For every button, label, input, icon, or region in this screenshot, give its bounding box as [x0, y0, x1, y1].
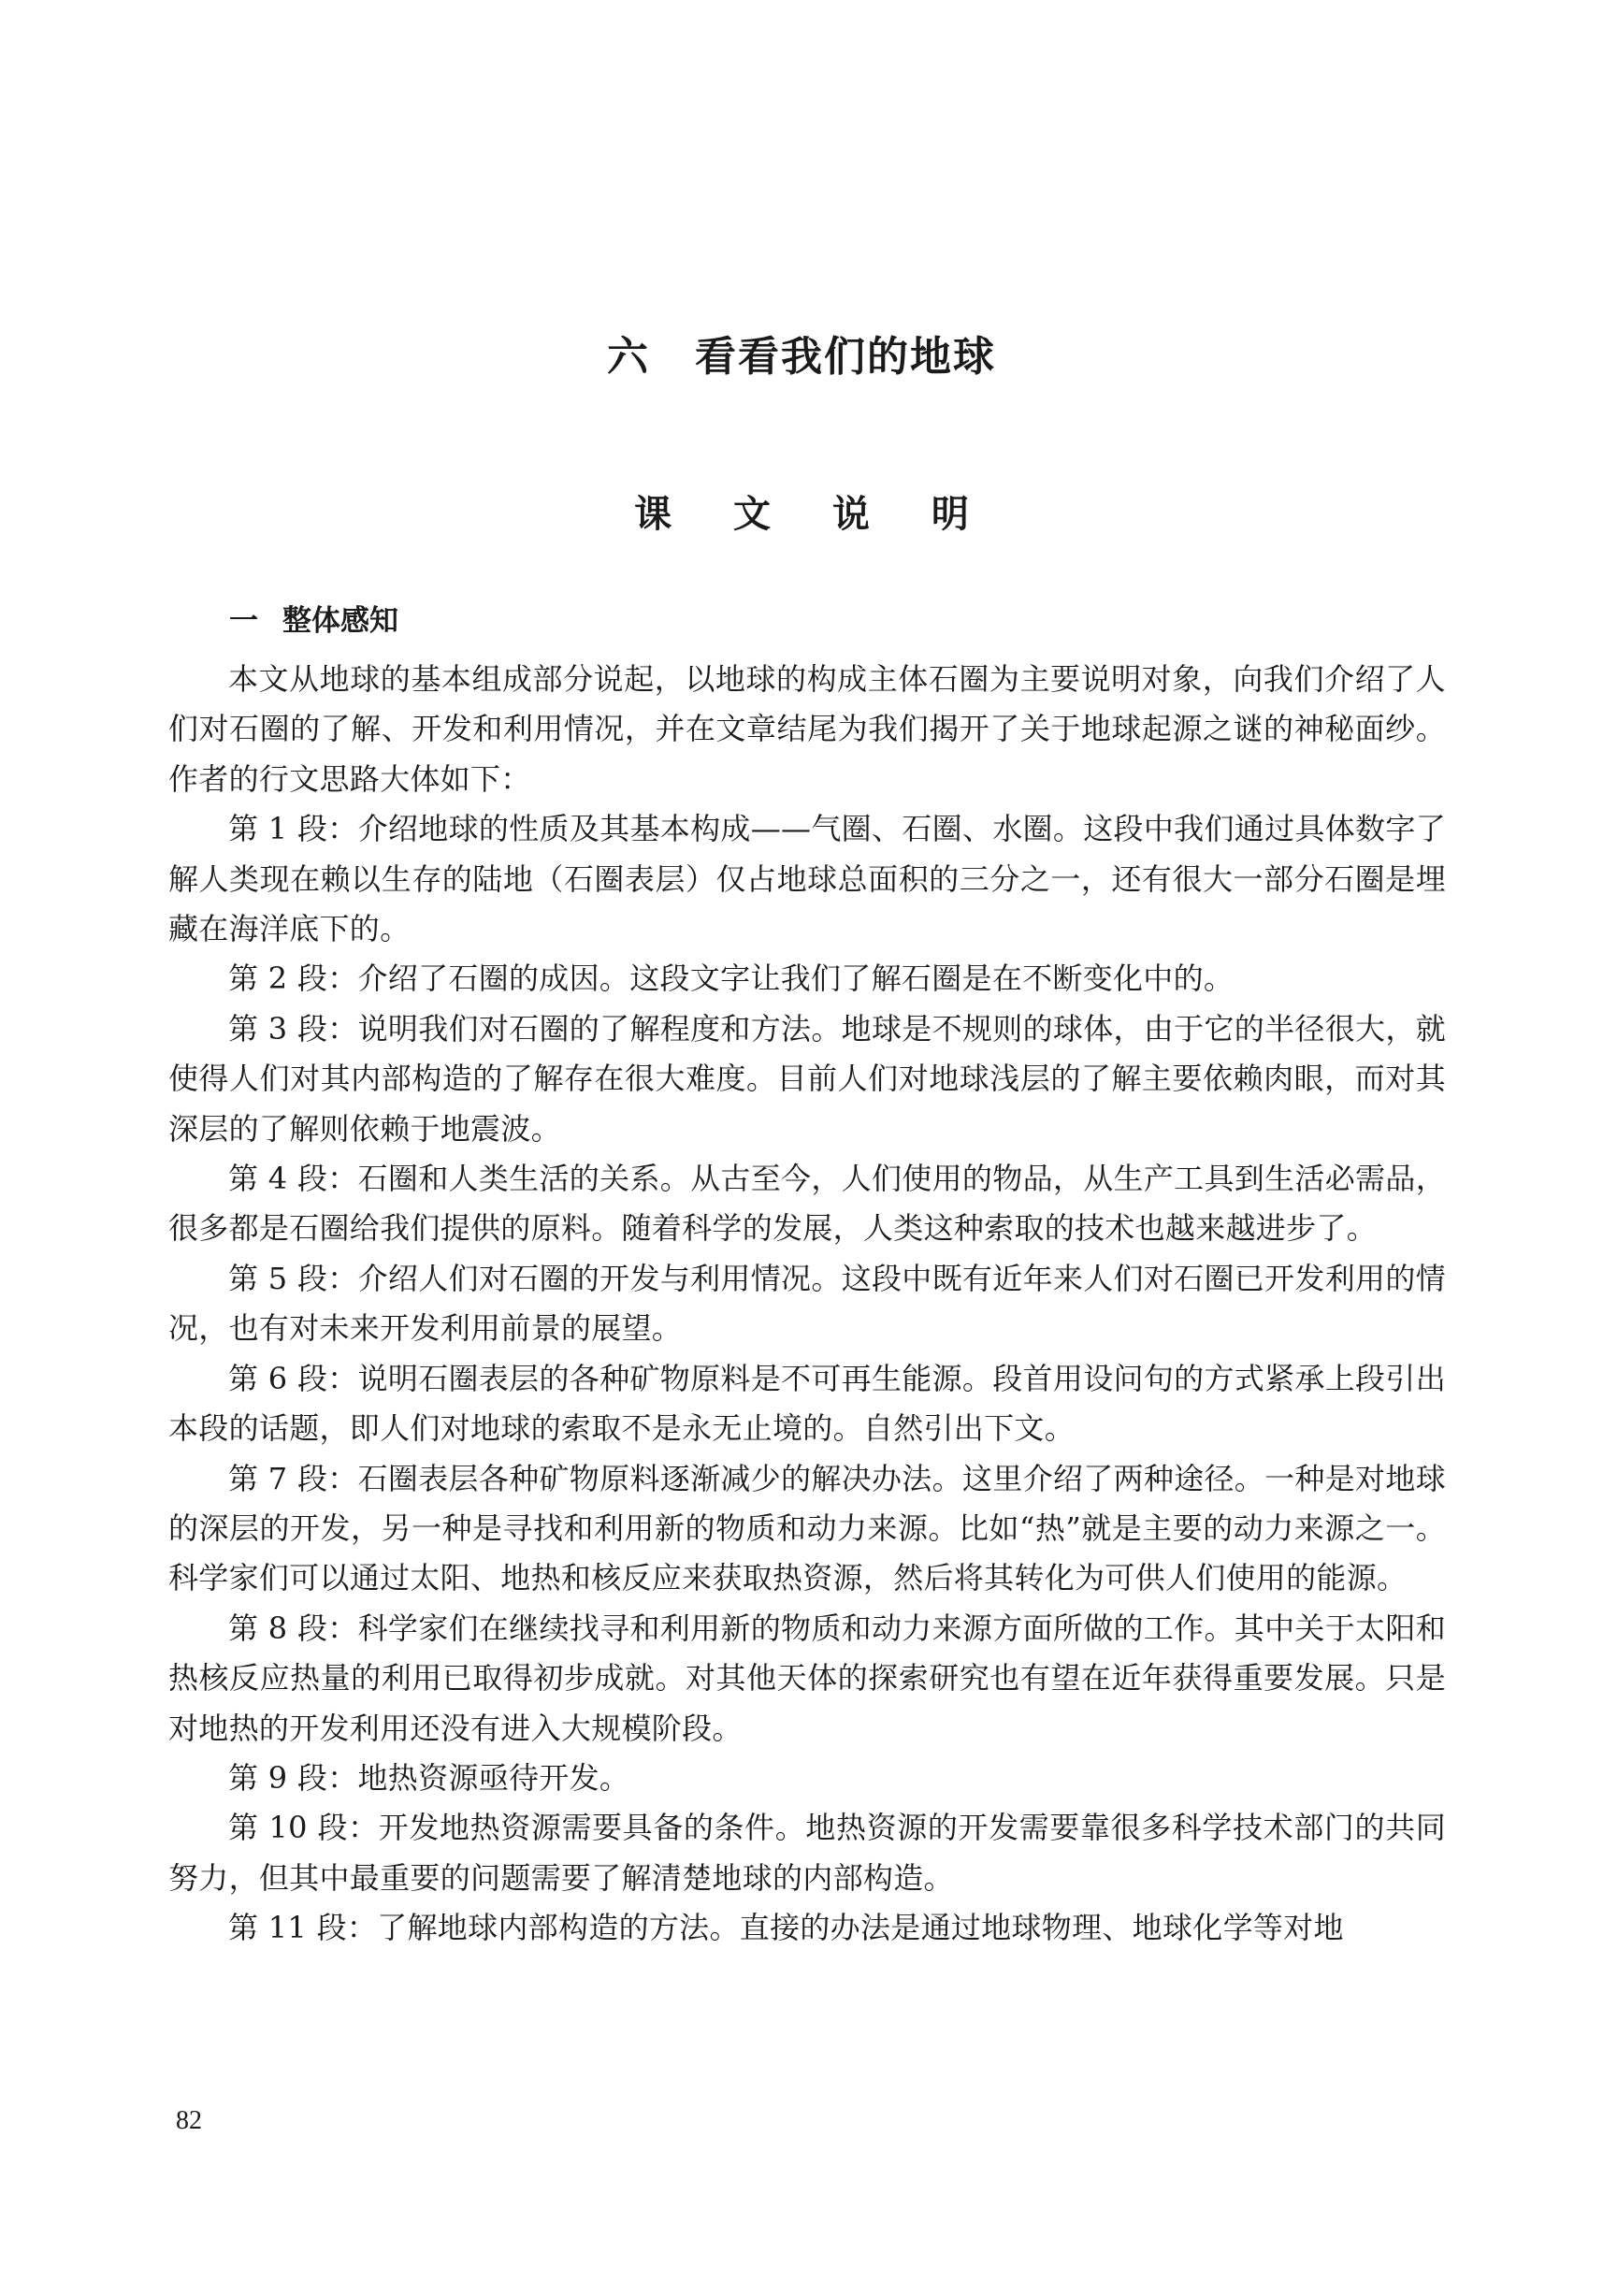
paragraph-7: 第 7 段：石圈表层各种矿物原料逐渐减少的解决办法。这里介绍了两种途径。一种是对地球的深层的开发，另一种是寻找和利用新的物质和动力来源。比如“热”就是主要的动力来源之一。科学家们可以通过太阳、地热和核反应来获取热资源，然后将其转化为可供人们使用的能源。: [168, 1460, 1446, 1596]
paragraph-11: 第 11 段：了解地球内部构造的方法。直接的办法是通过地球物理、地球化学等对地: [228, 1910, 1344, 1946]
chapter-title-text: 看看我们的地球: [695, 333, 996, 381]
paragraph-4: 第 4 段：石圈和人类生活的关系。从古至今，人们使用的物品，从生产工具到生活必需品，很多都是石圈给我们提供的原料。随着科学的发展，人类这种索取的技术也越来越进步了。: [168, 1161, 1446, 1247]
paragraph-intro: 本文从地球的基本组成部分说起，以地球的构成主体石圈为主要说明对象，向我们介绍了人们对石圈的了解、开发和利用情况，并在文章结尾为我们揭开了关于地球起源之谜的神秘面纱。作者的行文思路大体如下：: [168, 661, 1446, 797]
chapter-number: 六: [607, 333, 650, 381]
chapter-title: [0, 323, 1603, 383]
paragraph-5: 第 5 段：介绍人们对石圈的开发与利用情况。这段中既有近年来人们对石圈已开发利用的情况，也有对未来开发利用前景的展望。: [168, 1260, 1446, 1347]
body-text: [168, 655, 1446, 1954]
section-title: 课 文 说 明: [634, 492, 993, 536]
paragraph-6: 第 6 段：说明石圈表层的各种矿物原料是不可再生能源。段首用设问句的方式紧承上段引出本段的话题，即人们对地球的索取不是永无止境的。自然引出下文。: [168, 1360, 1446, 1447]
subheading-number: 一: [229, 604, 258, 638]
subheading: [229, 597, 398, 639]
page-number: 82: [176, 2106, 202, 2135]
paragraph-10: 第 10 段：开发地热资源需要具备的条件。地热资源的开发需要靠很多科学技术部门的共同努力，但其中最重要的问题需要了解清楚地球的内部构造。: [168, 1810, 1446, 1896]
paragraph-2: 第 2 段：介绍了石圈的成因。这段文字让我们了解石圈是在不断变化中的。: [228, 960, 1235, 997]
paragraph-9: 第 9 段：地热资源亟待开发。: [228, 1759, 630, 1796]
paragraph-3: 第 3 段：说明我们对石圈的了解程度和方法。地球是不规则的球体，由于它的半径很大，就使得人们对其内部构造的了解存在很大难度。目前人们对地球浅层的了解主要依赖肉眼，而对其深层的了解则依赖于地震波。: [168, 1010, 1446, 1147]
paragraph-1: 第 1 段：介绍地球的性质及其基本构成——气圈、石圈、水圈。这段中我们通过具体数字了解人类现在赖以生存的陆地（石圈表层）仅占地球总面积的三分之一，还有很大一部分石圈是埋藏在海洋底下的。: [168, 811, 1446, 947]
paragraph-8: 第 8 段：科学家们在继续找寻和利用新的物质和动力来源方面所做的工作。其中关于太阳和热核反应热量的利用已取得初步成就。对其他天体的探索研究也有望在近年获得重要发展。只是对地热的开发利用还没有进入大规模阶段。: [168, 1610, 1446, 1746]
subheading-title: 整体感知: [282, 604, 398, 638]
